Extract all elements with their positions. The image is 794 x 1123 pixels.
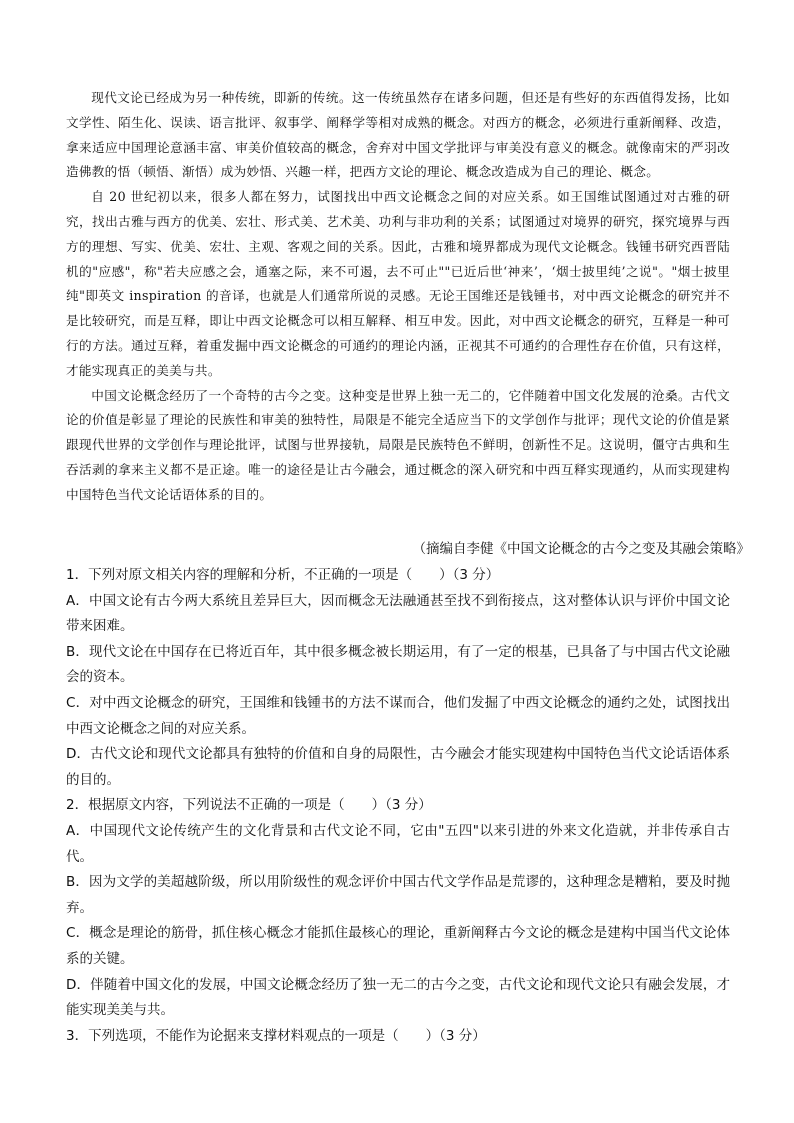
question-3 xyxy=(66,1024,730,1050)
reading-passage xyxy=(66,86,730,508)
question-option-a: A．中国现代文论传统产生的文化背景和古代文论不同，它由"五四"以来引进的外来文化造就，并非传承自古代。 xyxy=(66,822,730,865)
question-2 xyxy=(66,793,730,1023)
question-option-d: D．伴随着中国文化的发展，中国文论概念经历了独一无二的古今之变，古代文论和现代文论只有融会发展，才能实现美美与共。 xyxy=(66,976,730,1019)
passage-source: （摘编自李健《中国文论概念的古今之变及其融会策略》 xyxy=(412,541,750,557)
question-stem: 1．下列对原文相关内容的理解和分析，不正确的一项是（ ）（3 分） xyxy=(66,567,500,583)
question-list xyxy=(66,563,730,1049)
passage-paragraph: 自 20 世纪初以来，很多人都在努力，试图找出中西文论概念之间的对应关系。如王国维试图通过对古雅的研究，找出古雅与西方的优美、宏壮、形式美、艺术美、功利与非功利的关系；试图通过对境界的研究，探究境界与西方的理想、写实、优美、宏壮、主观、客观之间的关系。因此，古雅和境界都成为现代文论概念。钱锺书研究西晋陆机的"应感"，称"若夫应感之会，通塞之际，来不可遏，去不可止""已近后世‘神来’，‘烟士披里纯’之说"。"烟士披里纯"即英文 inspiration 的音译，也就是人们通常所说的灵感。无论王国维还是钱锺书，对中西文论概念的研究并不是比较研究，而是互释，即让中西文论概念可以相互解释、相互申发。因此，对中西文论概念的研究，互释是一种可行的方法。通过互释，着重发掘中西文论概念的可通约的理论内涵，正视其不可通约的合理性存在价值，只有这样，才能实现真正的美美与共。 xyxy=(66,189,730,378)
question-option-d: D．古代文论和现代文论都具有独特的价值和自身的局限性，古今融会才能实现建构中国特色当代文论话语体系的目的。 xyxy=(66,746,730,788)
question-option-b: B．因为文学的美超越阶级，所以用阶级性的观念评价中国古代文学作品是荒谬的，这种理念是糟粕，要及时抛弃。 xyxy=(66,874,730,916)
question-option-c: C．概念是理论的筋骨，抓住核心概念才能抓住最核心的理论，重新阐释古今文论的概念是建构中国当代文论体系的关键。 xyxy=(66,925,730,967)
passage-paragraph: 现代文论已经成为另一种传统，即新的传统。这一传统虽然存在诸多问题，但还是有些好的东西值得发扬，比如文学性、陌生化、误读、语言批评、叙事学、阐释学等相对成熟的概念。对西方的概念，必须进行重新阐释、改造，拿来适应中国理论意涵丰富、审美价值较高的概念，舍弃对中国文学批评与审美没有意义的概念。就像南宋的严羽改造佛教的悟（顿悟、渐悟）成为妙悟、兴趣一样，把西方文论的理论、概念改造成为自己的理论、概念。 xyxy=(66,90,730,180)
question-option-c: C．对中西文论概念的研究，王国维和钱锺书的方法不谋而合，他们发掘了中西文论概念的通约之处，试图找出中西文论概念之间的对应关系。 xyxy=(66,694,730,737)
question-stem: 3．下列选项，不能作为论据来支撑材料观点的一项是（ ）（3 分） xyxy=(66,1027,486,1044)
question-stem: 2．根据原文内容，下列说法不正确的一项是（ ）（3 分） xyxy=(66,797,432,814)
passage-paragraph: 中国文论概念经历了一个奇特的古今之变。这种变是世界上独一无二的，它伴随着中国文化发展的沧桑。古代文论的价值是彰显了理论的民族性和审美的独特性，局限是不能完全适应当下的文学创作与批评；现代文论的价值是紧跟现代世界的文学创作与理论批评，试图与世界接轨，局限是民族特色不鲜明，创新性不足。这说明，僵守古典和生吞活剥的拿来主义都不是正途。唯一的途径是让古今融会，通过概念的深入研究和中西互释实现通约，从而实现建构中国特色当代文论话语体系的目的。 xyxy=(66,387,730,502)
question-option-a: A．中国文论有古今两大系统且差异巨大，因而概念无法融通甚至找不到衔接点，这对整体认识与评价中国文论带来困难。 xyxy=(66,592,730,635)
question-option-b: B．现代文论在中国存在已将近百年，其中很多概念被长期运用，有了一定的根基，已具备了与中国古代文论融会的资本。 xyxy=(66,643,730,686)
question-1 xyxy=(66,563,730,793)
